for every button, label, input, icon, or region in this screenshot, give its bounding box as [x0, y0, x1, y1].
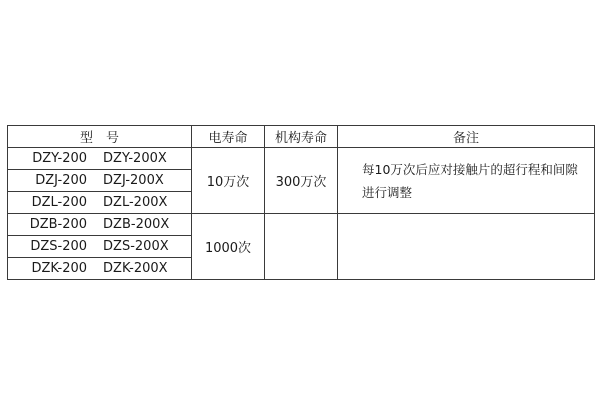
model-code: DZS-200X	[103, 239, 169, 254]
header-mechanism-life: 机构寿命	[265, 126, 338, 148]
model-cell	[8, 214, 192, 236]
model-code: DZY-200X	[103, 151, 167, 166]
model-code: DZJ-200	[35, 173, 88, 188]
spec-table-container	[7, 125, 594, 280]
model-code: DZY-200	[32, 151, 88, 166]
model-code: DZS-200	[30, 239, 88, 254]
model-code: DZJ-200X	[103, 173, 164, 188]
spec-table	[7, 125, 595, 280]
header-electrical-life: 电寿命	[192, 126, 265, 148]
remark-line: 每10万次后应对接触片的超行程和间隙	[362, 161, 578, 177]
model-code: DZK-200X	[103, 261, 168, 276]
remark-line: 进行调整	[362, 184, 413, 200]
model-code: DZL-200X	[103, 195, 168, 210]
header-model: 型 号	[8, 126, 192, 148]
electrical-life-cell: 1000次	[192, 214, 265, 280]
model-cell	[8, 148, 192, 170]
model-code: DZK-200	[31, 261, 88, 276]
header-row	[8, 126, 595, 148]
model-cell	[8, 258, 192, 280]
model-cell	[8, 236, 192, 258]
remarks-cell	[338, 214, 595, 280]
model-cell	[8, 192, 192, 214]
model-code: DZL-200	[31, 195, 88, 210]
model-code: DZB-200	[29, 217, 88, 232]
model-cell	[8, 170, 192, 192]
table-row	[8, 214, 595, 236]
model-code: DZB-200X	[103, 217, 170, 232]
header-remarks: 备注	[338, 126, 595, 148]
remarks-cell	[338, 148, 595, 214]
electrical-life-cell: 10万次	[192, 148, 265, 214]
table-row	[8, 148, 595, 170]
mechanism-life-cell	[265, 214, 338, 280]
mechanism-life-cell: 300万次	[265, 148, 338, 214]
